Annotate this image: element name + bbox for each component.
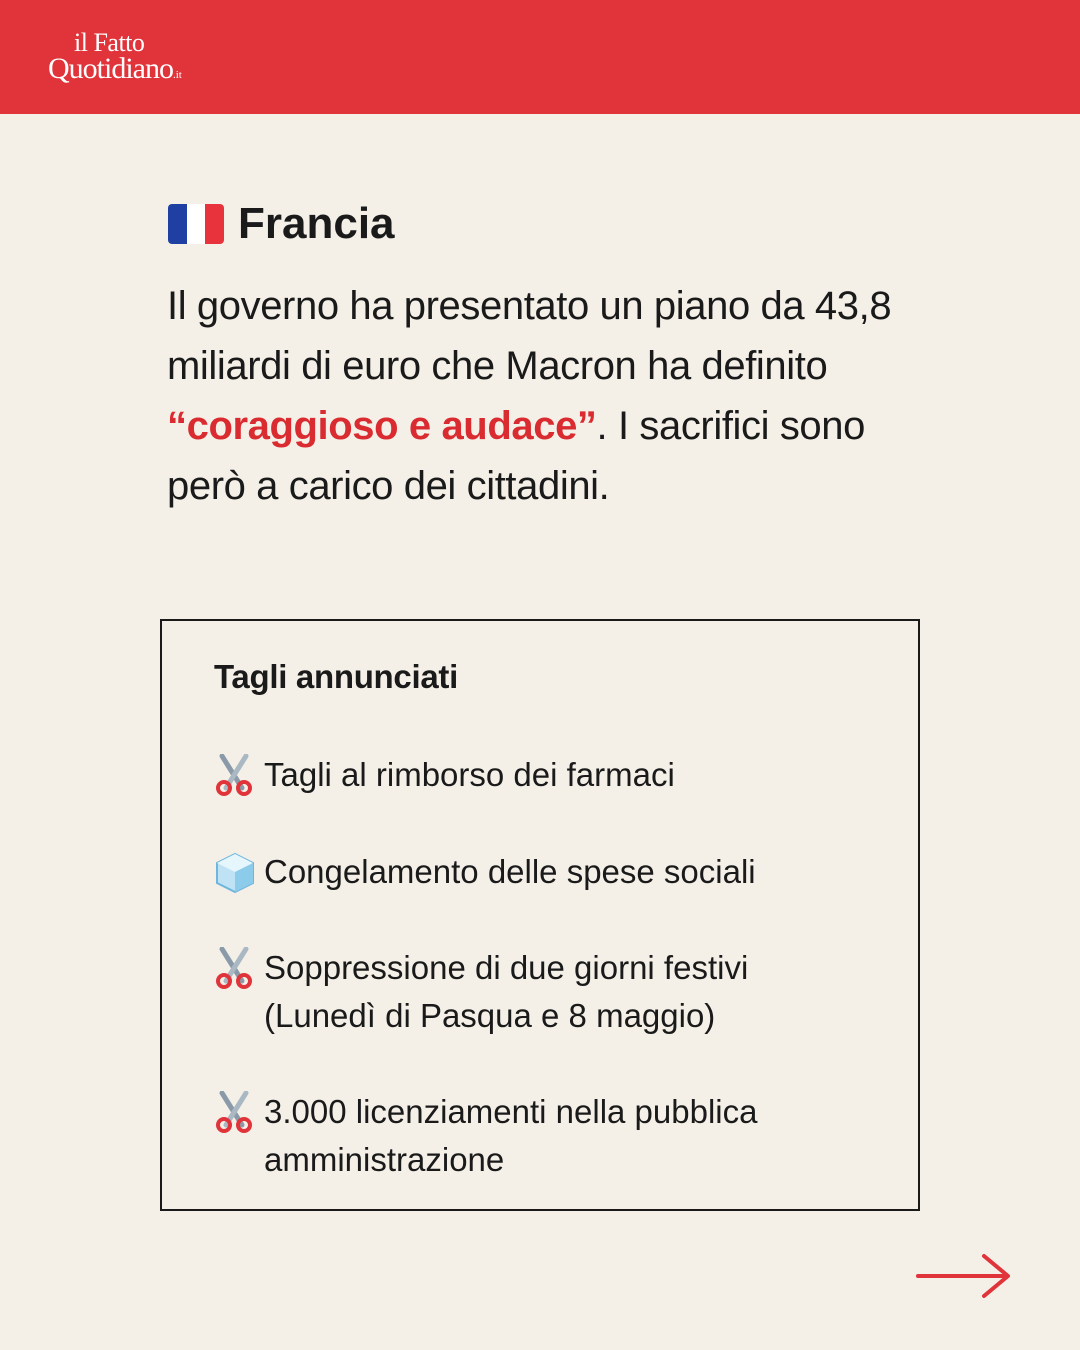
logo-suffix: .it [173, 69, 182, 81]
logo-line1: il Fatto [74, 28, 145, 57]
ice-cube-icon [214, 848, 264, 896]
intro-text-start: Il governo ha presentato un piano da 43,8 miliardi di euro che Macron ha definito [167, 284, 892, 388]
list-item [214, 848, 894, 896]
list-item-text: Tagli al rimborso dei farmaci [264, 756, 675, 793]
arrow-right-icon[interactable] [914, 1252, 1014, 1300]
intro-highlight-quote: “coraggioso e audace” [167, 404, 597, 448]
intro-text-end: . I sacrifici sono però a carico dei cittadini. [167, 404, 865, 508]
header-bar [0, 0, 1080, 114]
cuts-box-title: Tagli annunciati [214, 658, 458, 695]
logo-line2 [48, 54, 182, 90]
logo-wordmark: Quotidiano [48, 52, 173, 85]
list-item [214, 944, 894, 1040]
list-item [214, 751, 894, 799]
list-item-text: Soppressione di due giorni festivi (Lunedì di Pasqua e 8 maggio) [264, 949, 749, 1034]
scissors-icon [214, 944, 264, 992]
country-heading [168, 198, 395, 250]
list-item-text: Congelamento delle spese sociali [264, 853, 756, 890]
list-item-text: 3.000 licenziamenti nella pubblica amministrazione [264, 1093, 758, 1178]
scissors-icon [214, 1088, 264, 1136]
country-name: Francia [238, 199, 395, 248]
list-item [214, 1088, 894, 1184]
scissors-icon [214, 751, 264, 799]
intro-paragraph [167, 276, 927, 516]
logo [48, 30, 228, 90]
france-flag-icon [168, 204, 224, 244]
cuts-box [160, 619, 920, 1211]
